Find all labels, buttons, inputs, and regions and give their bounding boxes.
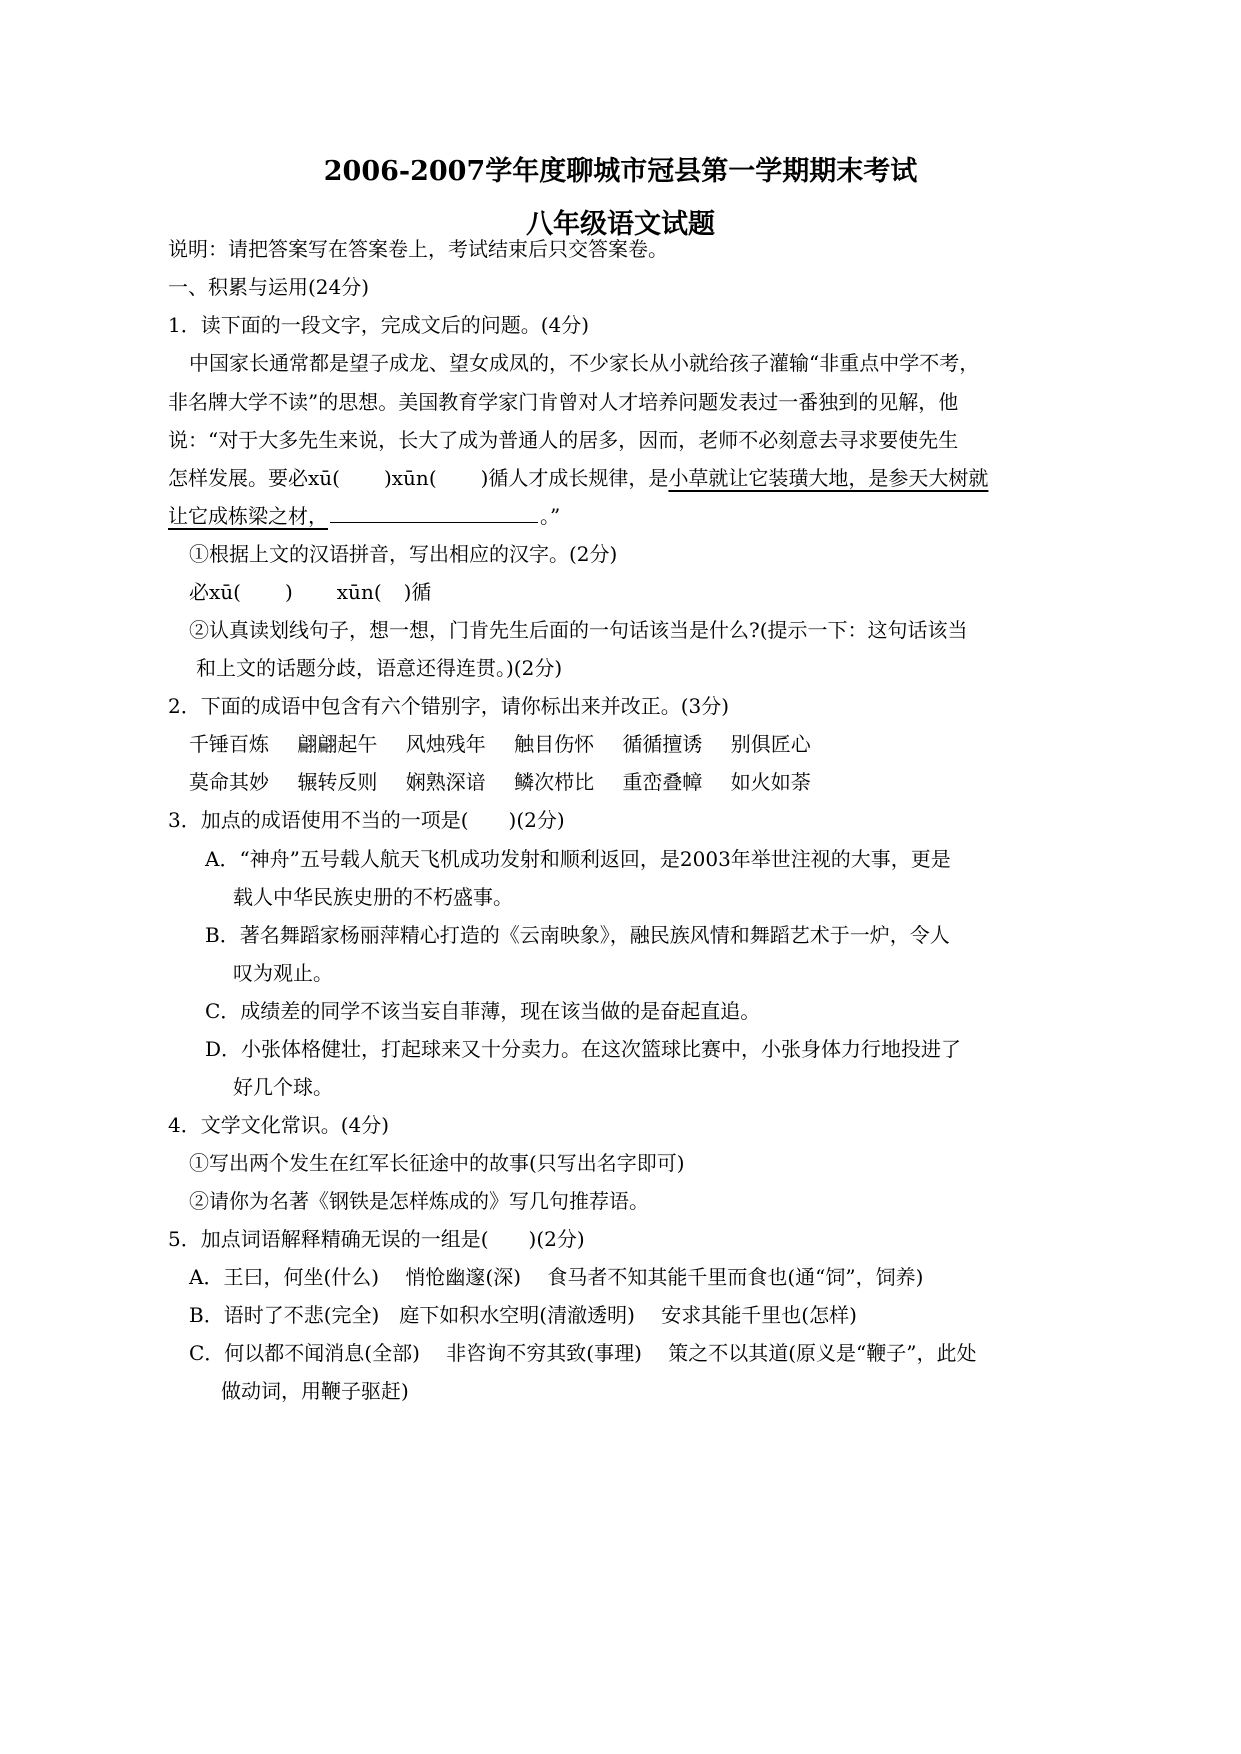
passage-text: )循人才成长规律，是 [480, 466, 669, 490]
underlined-sentence: 让它成栋梁之材， [168, 504, 328, 528]
exam-subtitle: 八年级语文试题 [526, 209, 715, 240]
section-heading: 一、积累与运用(24分) [168, 275, 370, 299]
fill-in-blank [330, 502, 538, 523]
idiom: 触目伤怀 [514, 732, 595, 756]
underlined-sentence: 小草就让它装璜大地，是参天大树就 [668, 466, 989, 490]
option-b: B．著名舞蹈家杨丽萍精心打造的《云南映象》，融民族风情和舞蹈艺术于一炉，令人 [205, 923, 950, 947]
option-b-cont: 叹为观止。 [233, 961, 333, 985]
idiom: 辗转反则 [297, 770, 378, 794]
passage-line: 说：“对于大多先生来说，长大了成为普通人的居多，因而，老师不必刻意去寻求要使先生 [168, 428, 959, 452]
passage-text: )xūn( [383, 466, 437, 490]
option-d-cont: 好几个球。 [233, 1075, 333, 1099]
passage-text: 。” [540, 504, 561, 528]
option-a-cont: 载人中华民族史册的不朽盛事。 [233, 885, 513, 909]
idiom: 别俱匠心 [730, 732, 811, 756]
passage-line [168, 464, 988, 492]
question-4-stem: 4．文学文化常识。(4分) [168, 1113, 390, 1137]
pinyin-item: ) [284, 580, 293, 604]
subquestion-1: ①根据上文的汉语拼音，写出相应的汉字。(2分) [189, 542, 618, 566]
subquestion-2: ②认真读划线句子，想一想，门肯先生后面的一句话该当是什么?(提示一下：这句话该当 [189, 618, 968, 642]
passage-line: 非名牌大学不读”的思想。美国教育学家门肯曾对人才培养问题发表过一番独到的见解，他 [168, 390, 959, 414]
subquestion-1-answer-line [189, 578, 431, 606]
pinyin-item: 必xū( [189, 580, 241, 604]
idiom-row [189, 730, 811, 758]
subquestion-2-cont: 和上文的话题分歧，语意还得连贯。)(2分) [196, 656, 563, 680]
option-c-cont: 做动词，用鞭子驱赶) [221, 1379, 409, 1403]
pinyin-item: )循 [403, 580, 432, 604]
idiom: 千锤百炼 [189, 732, 269, 756]
exam-title: 2006-2007学年度聊城市冠县第一学期期末考试 [323, 156, 918, 187]
q4-subquestion-1: ①写出两个发生在红军长征途中的故事(只写出名字即可) [189, 1151, 685, 1175]
idiom: 如火如荼 [730, 770, 811, 794]
option-a: A．“神舟”五号载人航天飞机成功发射和顺利返回，是2003年举世注视的大事，更是 [205, 847, 951, 871]
passage-line: 中国家长通常都是望子成龙、望女成凤的，不少家长从小就给孩子灌输“非重点中学不考， [189, 351, 980, 375]
idiom: 风烛残年 [405, 732, 486, 756]
question-1-stem: 1．读下面的一段文字，完成文后的问题。(4分) [168, 313, 590, 337]
option-b: B．语时了不悲(完全) 庭下如积水空明(清澈透明) 安求其能千里也(怎样) [189, 1303, 857, 1327]
idiom: 鳞次栉比 [514, 770, 595, 794]
q4-subquestion-2: ②请你为名著《钢铁是怎样炼成的》写几句推荐语。 [189, 1189, 649, 1213]
idiom: 循循擅诱 [622, 732, 703, 756]
idiom-row [189, 768, 811, 796]
idiom: 莫命其妙 [189, 770, 269, 794]
question-2-stem: 2．下面的成语中包含有六个错别字，请你标出来并改正。(3分) [168, 694, 730, 718]
option-a: A．王曰，何坐(什么) 悄怆幽邃(深) 食马者不知其能千里而食也(通“饲”，饲养) [189, 1265, 924, 1289]
idiom: 翩翩起午 [297, 732, 378, 756]
question-3-stem: 3．加点的成语使用不当的一项是( )(2分) [168, 808, 565, 832]
instructions-note: 说明：请把答案写在答案卷上，考试结束后只交答案卷。 [168, 237, 668, 261]
option-d: D．小张体格健壮，打起球来又十分卖力。在这次篮球比赛中，小张身体力行地投进了 [205, 1037, 962, 1061]
option-c: C．成绩差的同学不该当妄自菲薄，现在该当做的是奋起直追。 [205, 999, 761, 1023]
pinyin-item: xūn( [336, 580, 382, 604]
passage-text: 怎样发展。要必xū( [168, 466, 340, 490]
idiom: 重峦叠幛 [622, 770, 703, 794]
option-c: C．何以都不闻消息(全部) 非咨询不穷其致(事理) 策之不以其道(原义是“鞭子”，此处 [189, 1341, 977, 1365]
passage-line [168, 502, 560, 530]
idiom: 娴熟深谙 [405, 770, 486, 794]
question-5-stem: 5．加点词语解释精确无误的一组是( )(2分) [168, 1227, 585, 1251]
